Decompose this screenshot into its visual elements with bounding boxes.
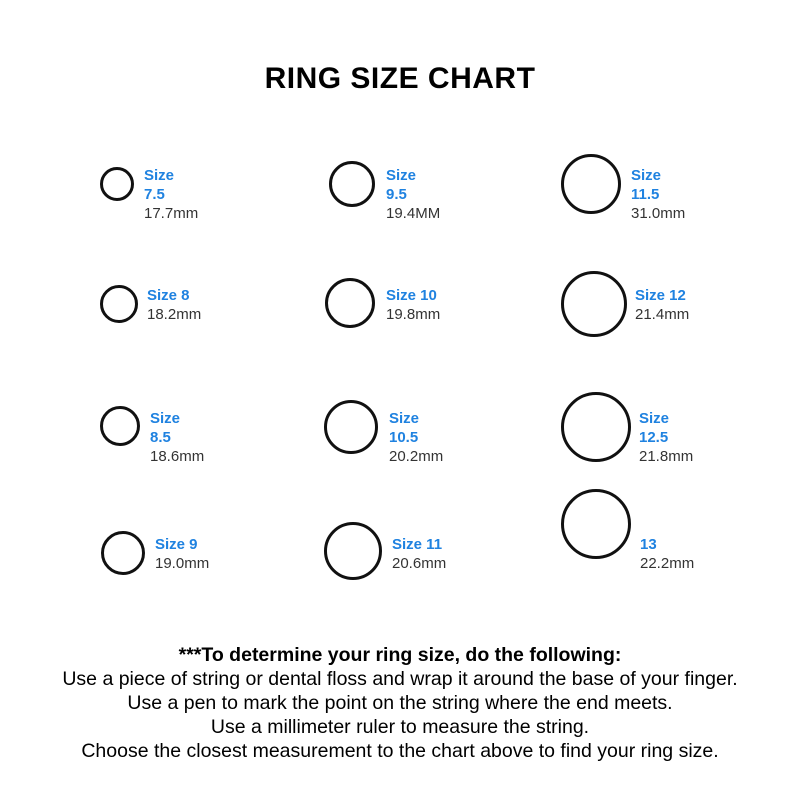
ring-measurement: 22.2mm bbox=[640, 555, 695, 572]
ring-circle-icon bbox=[324, 400, 378, 454]
page-title: RING SIZE CHART bbox=[264, 62, 536, 95]
instruction-line: Choose the closest measurement to the chart above to find your ring size. bbox=[81, 740, 719, 762]
ring-measurement: 20.6mm bbox=[392, 555, 447, 572]
ring-size-label: Size 12 bbox=[635, 287, 686, 304]
ring-size-label: Size 7.5 bbox=[144, 167, 175, 203]
ring-circle-icon bbox=[100, 285, 138, 323]
ring-measurement: 18.2mm bbox=[147, 306, 202, 323]
ring-circle-icon bbox=[101, 531, 145, 575]
ring-circle-icon bbox=[561, 154, 621, 214]
ring-measurement: 31.0mm bbox=[631, 205, 686, 222]
ring-circle-icon bbox=[100, 167, 134, 201]
ring-circle-icon bbox=[561, 489, 631, 559]
ring-measurement: 18.6mm bbox=[150, 448, 205, 465]
ring-size-label: Size 10.5 bbox=[389, 410, 420, 446]
ring-size-label: Size 9.5 bbox=[386, 167, 417, 203]
ring-size-label: Size 11 bbox=[392, 536, 443, 553]
ring-size-label: Size 11.5 bbox=[631, 167, 662, 203]
ring-circle-icon bbox=[329, 161, 375, 207]
instruction-line: Use a pen to mark the point on the string where the end meets. bbox=[127, 692, 673, 714]
ring-circle-icon bbox=[325, 278, 375, 328]
ring-size-label: 13 bbox=[640, 536, 657, 553]
ring-size-label: Size 10 bbox=[386, 287, 437, 304]
instruction-line: Use a piece of string or dental floss and wrap it around the base of your finger. bbox=[62, 668, 738, 690]
instruction-line: Use a millimeter ruler to measure the string. bbox=[210, 716, 590, 738]
ring-measurement: 21.4mm bbox=[635, 306, 690, 323]
ring-size-label: Size 8.5 bbox=[150, 410, 181, 446]
ring-circle-icon bbox=[324, 522, 382, 580]
ring-measurement: 17.7mm bbox=[144, 205, 199, 222]
ring-size-label: Size 9 bbox=[155, 536, 198, 553]
ring-measurement: 19.8mm bbox=[386, 306, 441, 323]
ring-size-label: Size 8 bbox=[147, 287, 190, 304]
ring-circle-icon bbox=[561, 271, 627, 337]
ring-circle-icon bbox=[100, 406, 140, 446]
ring-size-label: Size 12.5 bbox=[639, 410, 670, 446]
instructions bbox=[0, 643, 800, 763]
ring-measurement: 20.2mm bbox=[389, 448, 444, 465]
ring-measurement: 21.8mm bbox=[639, 448, 694, 465]
instructions-heading: ***To determine your ring size, do the following: bbox=[178, 644, 622, 666]
ring-measurement: 19.4MM bbox=[386, 205, 441, 222]
ring-measurement: 19.0mm bbox=[155, 555, 210, 572]
ring-circle-icon bbox=[561, 392, 631, 462]
